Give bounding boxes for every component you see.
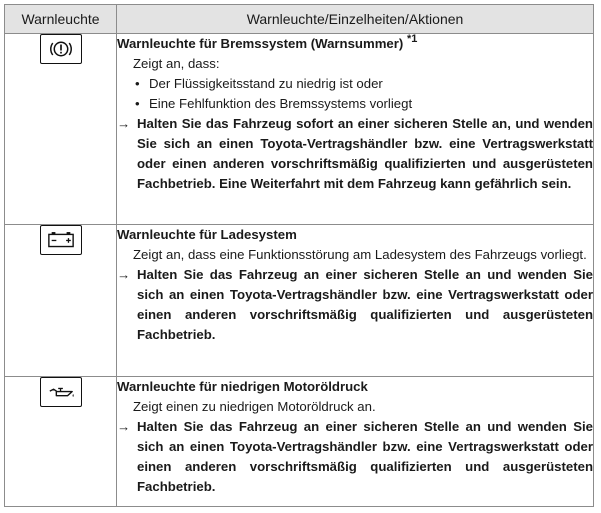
row-action [117, 114, 593, 194]
brake-warning-icon [40, 34, 82, 64]
row-title: Warnleuchte für niedrigen Motoröldruck [117, 379, 368, 394]
table-row [5, 225, 594, 377]
arrow-icon: → [117, 267, 131, 282]
table-header-row [5, 5, 594, 34]
table-row [5, 377, 594, 507]
warning-light-table [4, 4, 594, 507]
description-cell [117, 377, 594, 507]
icon-cell [5, 225, 117, 377]
row-title: Warnleuchte für Ladesystem [117, 227, 297, 242]
row-intro: Zeigt einen zu niedrigen Motoröldruck an. [133, 399, 376, 414]
footnote-marker: *1 [406, 32, 418, 45]
arrow-icon: → [117, 116, 131, 131]
description-cell [117, 225, 594, 377]
bullet-list [117, 74, 593, 114]
description-cell [117, 34, 594, 225]
oil-pressure-icon [40, 377, 82, 407]
row-action [117, 417, 593, 497]
header-details-actions: Warnleuchte/Einzelheiten/Aktionen [117, 5, 594, 34]
row-intro: Zeigt an, dass eine Funktionsstörung am Ladesystem des Fahrzeugs vorliegt. [133, 247, 587, 262]
icon-cell [5, 34, 117, 225]
list-item: • Der Flüssigkeitsstand zu niedrig ist oder [133, 74, 593, 94]
row-title: Warnleuchte für Bremssystem (Warnsummer) $^{*1}$ [117, 32, 418, 51]
row-action [117, 265, 593, 345]
battery-charging-icon [40, 225, 82, 255]
header-warning-light: Warnleuchte [5, 5, 117, 34]
row-intro: Zeigt an, dass: [133, 56, 220, 71]
arrow-icon: → [117, 419, 131, 434]
action-text: Halten Sie das Fahrzeug an einer sicheren Stelle an und wenden Sie sich an einen Toyota-Vertragshändler bzw. eine Vertragswerkstatt oder einen anderen vorschriftsmäßig qualifizierten und ausgerüsteten Fachbetrieb. [137, 419, 593, 494]
table-row [5, 34, 594, 225]
icon-cell [5, 377, 117, 507]
action-text: Halten Sie das Fahrzeug sofort an einer sicheren Stelle an, und wenden Sie sich an einen Toyota-Vertragshändler bzw. eine Vertragswerkstatt oder einen anderen vorschriftsmäßig qualifizierten und ausgerüsteten Fachbetrieb. Eine Weiterfahrt mit dem Fahrzeug kann gefährlich sein. [137, 116, 593, 191]
list-item: • Eine Fehlfunktion des Bremssystems vorliegt [133, 94, 593, 114]
action-text: Halten Sie das Fahrzeug an einer sicheren Stelle an und wenden Sie sich an einen Toyota-Vertragshändler bzw. eine Vertragswerkstatt oder einen anderen vorschriftsmäßig qualifizierten und ausgerüsteten Fachbetrieb. [137, 267, 593, 342]
